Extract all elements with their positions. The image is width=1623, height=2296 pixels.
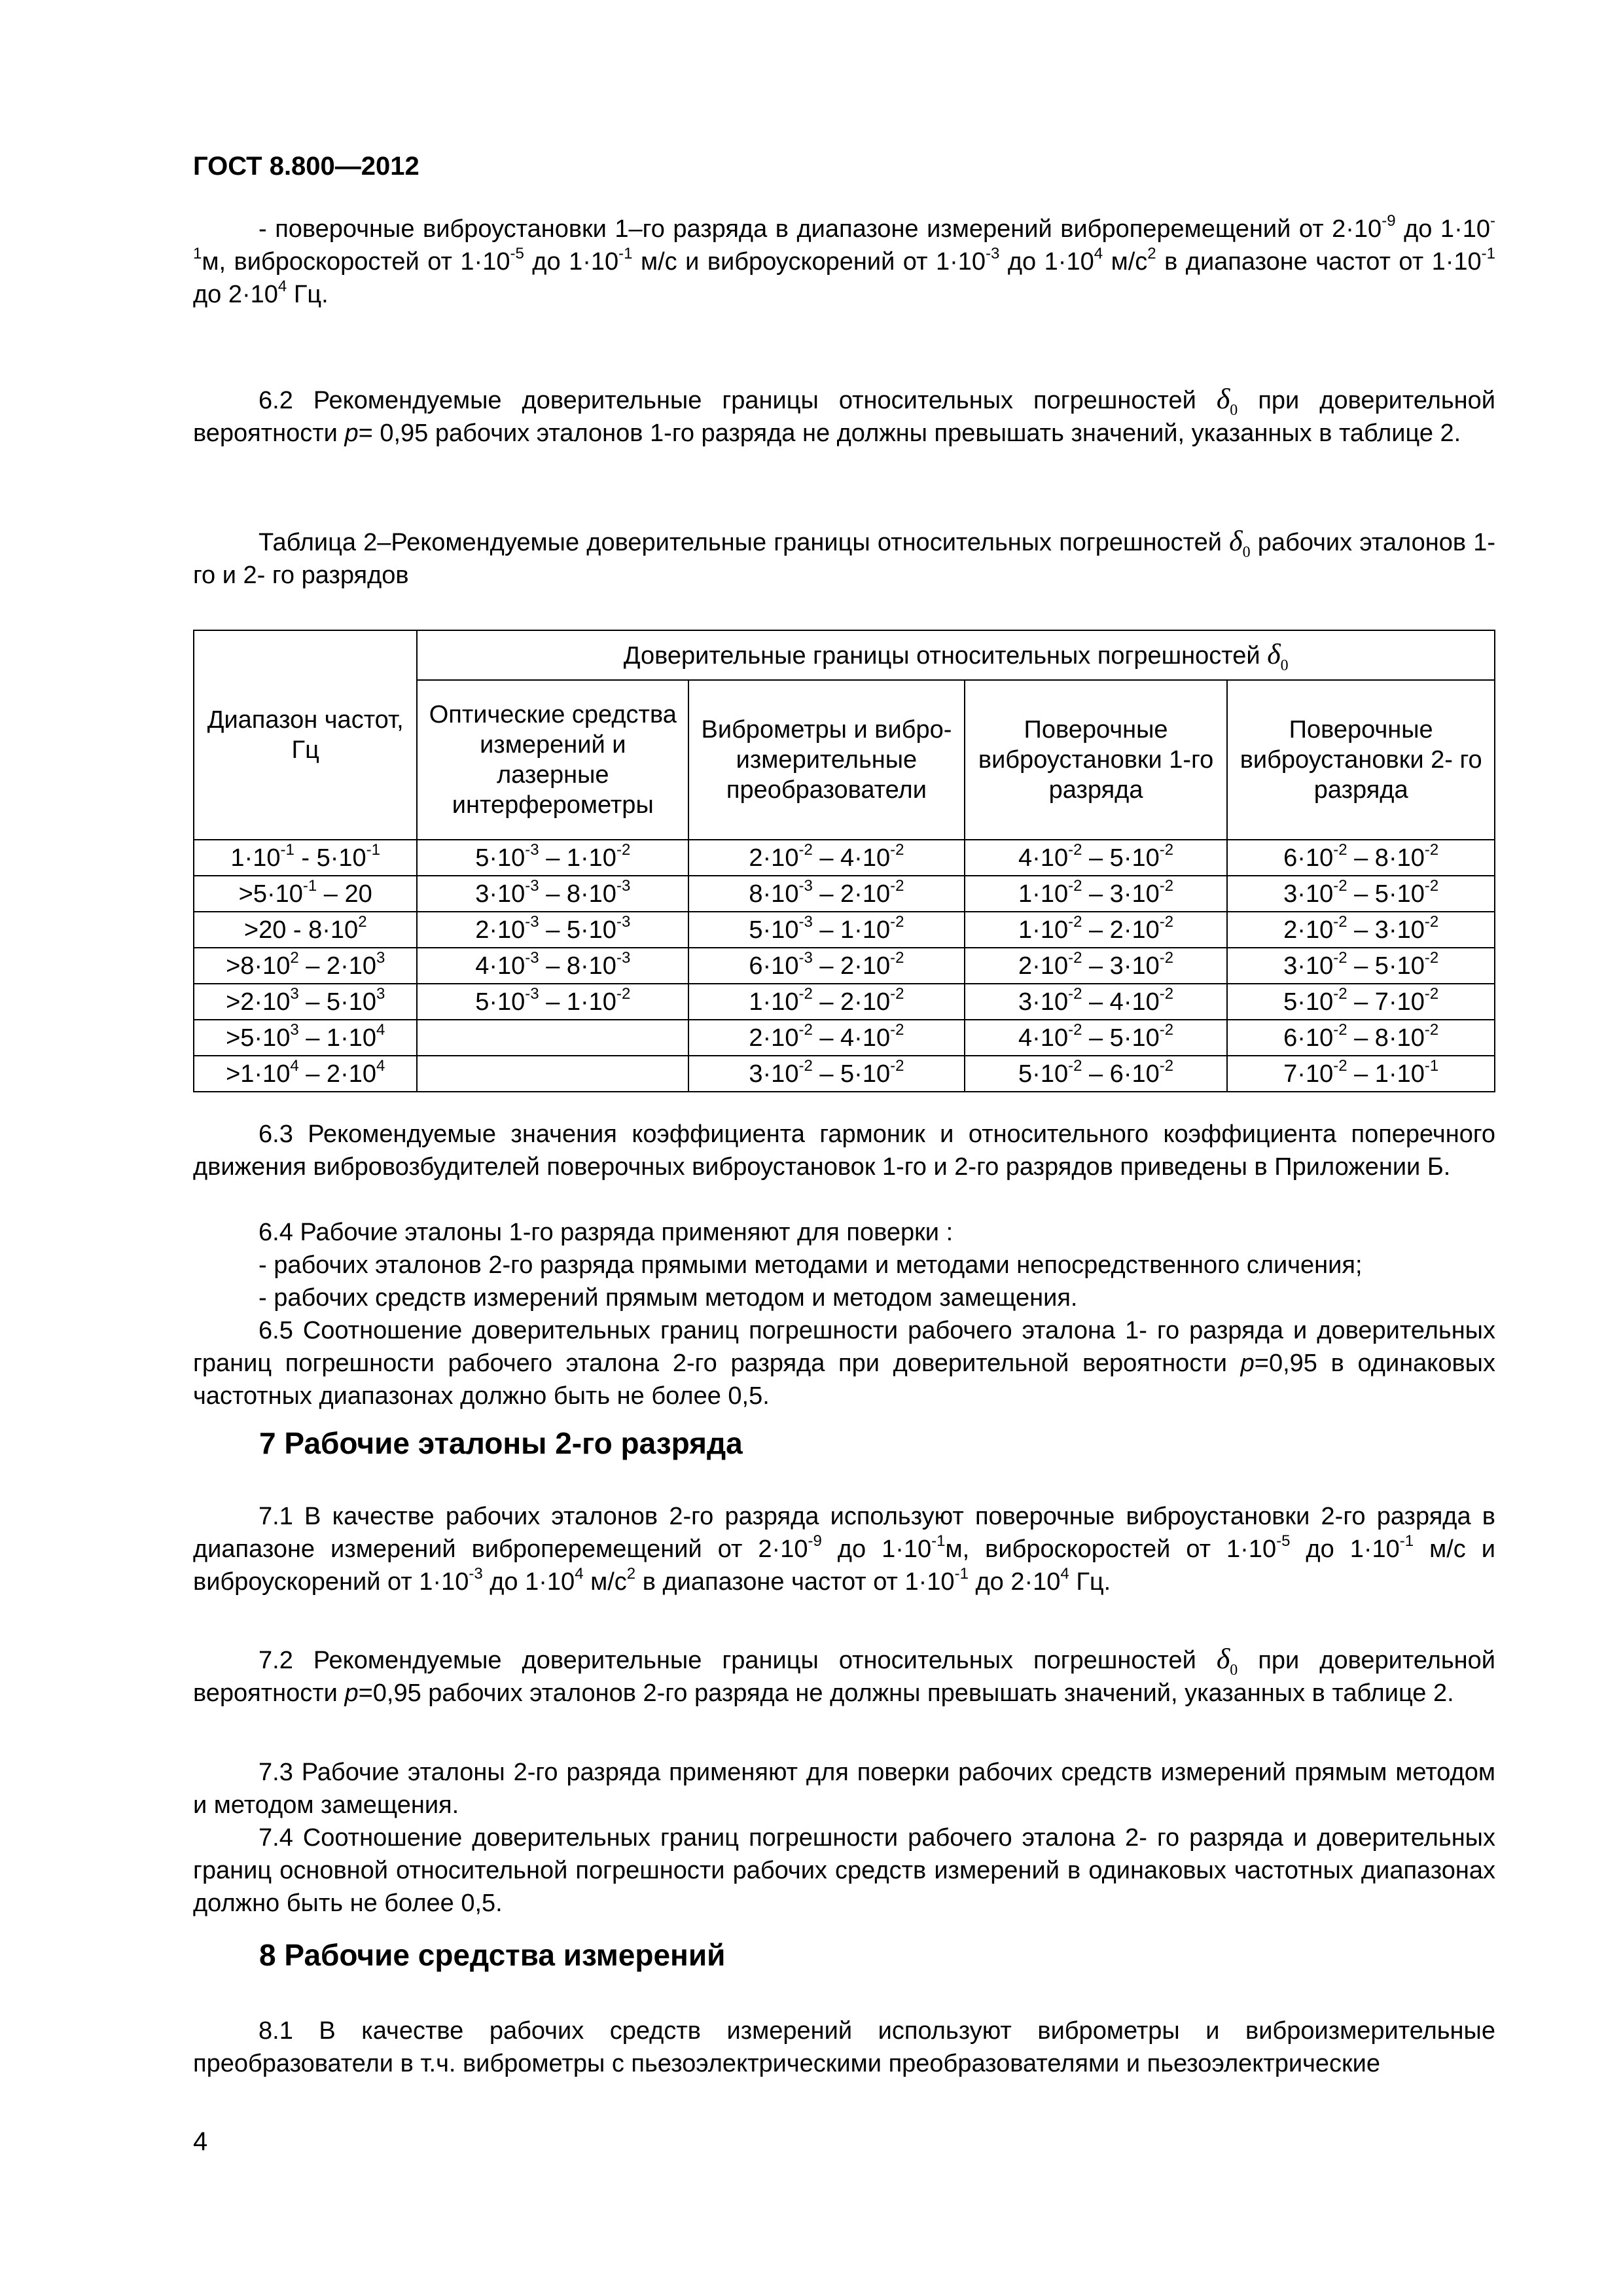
paragraph-6-3: 6.3 Рекомендуемые значения коэффициента гармоник и относительного коэффициента поперечного движения вибровозбудителей поверочных виброустановок 1-го и 2-го разрядов приведены в Приложении Б. (193, 1121, 1495, 1181)
superscript: 4 (277, 278, 287, 296)
superscript: -3 (525, 912, 539, 931)
table-cell-calibrators-1: $4\cdot 10^{-2} - 5\cdot 10^{-2}$ (965, 840, 1228, 876)
table-header-calibrators-1: Поверочные виброустановки 1-го разряда (965, 680, 1228, 840)
superscript: -2 (1333, 840, 1347, 859)
superscript: -3 (525, 876, 539, 895)
superscript: -2 (1333, 1020, 1347, 1039)
superscript: 4 (575, 1565, 584, 1583)
superscript: -1 (280, 840, 294, 859)
superscript: -1 (931, 1532, 946, 1551)
table-header-vibrometers: Виброметры и вибро-измерительные преобразователи (688, 680, 965, 840)
superscript: -2 (616, 840, 631, 859)
superscript: -3 (798, 876, 813, 895)
paragraph-7-4: 7.4 Соотношение доверительных границ погрешности рабочего эталона 2- го разряда и доверительных границ основной относительной погрешности рабочих средств измерений в одинаковых частотных диапазонах должно быть не более 0,5. (193, 1824, 1495, 1917)
table-caption: Таблица 2–Рекомендуемые доверительные границы относительных погрешностей $\delta_0$ рабочих эталонов 1-го и 2- го разрядов (193, 525, 1495, 589)
superscript: -2 (798, 1020, 813, 1039)
superscript: -1 (193, 212, 1495, 263)
superscript: -2 (798, 840, 813, 859)
superscript: -2 (1424, 876, 1439, 895)
table-cell-calibrators-2: $5\cdot 10^{-2} - 7\cdot 10^{-2}$ (1227, 984, 1495, 1020)
table-cell-vibrometers: $2\cdot 10^{-2} - 4\cdot 10^{-2}$ (688, 1020, 965, 1056)
table-cell-vibrometers: $5\cdot 10^{-3} - 1\cdot 10^{-2}$ (688, 912, 965, 948)
italic-symbol: p (344, 420, 359, 447)
superscript: -2 (1424, 948, 1439, 967)
superscript: -2 (1159, 876, 1174, 895)
table-cell-vibrometers: $2\cdot 10^{-2} - 4\cdot 10^{-2}$ (688, 840, 965, 876)
paragraph-7-3: 7.3 Рабочие эталоны 2-го разряда применяют для поверки рабочих средств измерений прямым методом и методом замещения. (193, 1759, 1495, 1819)
superscript: -2 (798, 984, 813, 1003)
section-8-title: 8 Рабочие средства измерений (259, 1938, 726, 1972)
superscript: -2 (890, 1056, 904, 1075)
delta-symbol: $\delta_0$ (1267, 638, 1289, 674)
table-cell-freq: $>20 - 8\cdot 10^2$ (194, 912, 417, 948)
table-cell-calibrators-2: $6\cdot 10^{-2} - 8\cdot 10^{-2}$ (1227, 840, 1495, 876)
superscript: 3 (376, 948, 385, 967)
table-cell-optical: $5\cdot 10^{-3} - 1\cdot 10^{-2}$ (417, 984, 688, 1020)
table-cell-optical: $4\cdot 10^{-3} - 8\cdot 10^{-3}$ (417, 948, 688, 984)
superscript: -1 (618, 245, 633, 263)
paragraph-6-2: 6.2 Рекомендуемые доверительные границы относительных погрешностей $\delta_0$ при доверительной вероятности p= 0,95 рабочих эталонов 1-го разряда не должны превышать значений, указанных в таблице 2. (193, 383, 1496, 447)
delta-symbol: $\delta_0$ (1216, 1643, 1238, 1679)
table-cell-calibrators-2: $7\cdot 10^{-2} - 1\cdot 10^{-1}$ (1227, 1056, 1495, 1092)
table-cell-vibrometers: $3\cdot 10^{-2} - 5\cdot 10^{-2}$ (688, 1056, 965, 1092)
superscript: -3 (616, 948, 631, 967)
italic-symbol: p (1240, 1350, 1255, 1377)
paragraph-7-1: 7.1 В качестве рабочих эталонов 2-го разряда используют поверочные виброустановки 2-го разряда в диапазоне измерений виброперемещений от $2\cdot 10^{-9}$ до $1\cdot 10^{-1}м$, виброскоростей от $1\cdot 10^{-5}$ до $1\cdot 10^{-1}$ м/с и виброускорений от $1\cdot 10^{-3}$ до $1\cdot 10^4$ $м/с^2$ в диапазоне частот от $1\cdot 10^{-1}$ до $2\cdot 10^4$ Гц. (193, 1503, 1495, 1596)
superscript: -2 (1159, 840, 1174, 859)
superscript: -2 (1068, 984, 1082, 1003)
superscript: 3 (376, 984, 385, 1003)
table-header-group (417, 630, 1495, 680)
superscript: 4 (376, 1020, 385, 1039)
superscript: 2 (290, 948, 299, 967)
table-row (194, 912, 1495, 948)
table-cell-freq: $>5\cdot 10^3 - 1\cdot 10^4$ (194, 1020, 417, 1056)
superscript: -2 (1333, 948, 1347, 967)
superscript: -2 (1159, 912, 1174, 931)
table-cell-optical: $2\cdot 10^{-3} - 5\cdot 10^{-3}$ (417, 912, 688, 948)
superscript: -2 (1424, 912, 1439, 931)
superscript: -2 (1333, 984, 1347, 1003)
table-cell-vibrometers: $6\cdot 10^{-3} - 2\cdot 10^{-2}$ (688, 948, 965, 984)
superscript: 4 (376, 1056, 385, 1075)
superscript: 2 (1147, 245, 1156, 263)
superscript: 4 (1094, 245, 1103, 263)
superscript: 3 (290, 1020, 299, 1039)
table-cell-optical: $5\cdot 10^{-3} - 1\cdot 10^{-2}$ (417, 840, 688, 876)
superscript: -1 (1424, 1056, 1439, 1075)
superscript: -3 (525, 948, 539, 967)
paragraph-6-5: 6.5 Соотношение доверительных границ погрешности рабочего эталона 1- го разряда и доверительных границ погрешности рабочего эталона 2-го разряда при доверительной вероятности p=0,95 в одинаковых частотных диапазонах должно быть не более 0,5. (193, 1317, 1495, 1410)
superscript: -2 (1159, 948, 1174, 967)
table-cell-vibrometers: $1\cdot 10^{-2} - 2\cdot 10^{-2}$ (688, 984, 965, 1020)
superscript: -1 (366, 840, 380, 859)
table-cell-freq: $>2\cdot 10^3 - 5\cdot 10^3$ (194, 984, 417, 1020)
section-7-title: 7 Рабочие эталоны 2-го разряда (259, 1426, 743, 1460)
superscript: -2 (1068, 912, 1082, 931)
superscript: -3 (616, 876, 631, 895)
superscript: -2 (1333, 876, 1347, 895)
table-header-group-label: Доверительные границы относительных погрешностей (623, 642, 1260, 670)
superscript: -2 (616, 984, 631, 1003)
table-cell-calibrators-1: $2\cdot 10^{-2} - 3\cdot 10^{-2}$ (965, 948, 1228, 984)
superscript: -2 (798, 1056, 813, 1075)
table-cell-calibrators-1: $4\cdot 10^{-2} - 5\cdot 10^{-2}$ (965, 1020, 1228, 1056)
paragraph-intro: - поверочные виброустановки 1–го разряда в диапазоне измерений виброперемещений от $2\cdot 10^{-9}$ до $1\cdot 10^{-1}м$, виброскоростей от $1\cdot 10^{-5}$ до $1\cdot 10^{-1}$ м/с и виброускорений от $1\cdot 10^{-3}$ до $1\cdot 10^4$ $м/с^2$ в диапазоне частот от $1\cdot 10^{-1}$ до $2\cdot 10^4$ Гц. (193, 212, 1495, 308)
superscript: -2 (1424, 1020, 1439, 1039)
table-cell-freq: $>8\cdot 10^2 - 2\cdot 10^3$ (194, 948, 417, 984)
superscript: -2 (890, 840, 904, 859)
paragraph-8-1: 8.1 В качестве рабочих средств измерений используют виброметры и виброизмерительные преобразователи в т.ч. виброметры с пьезоэлектрическими преобразователями и пьезоэлектрические (193, 2017, 1495, 2077)
paragraph-6-4: 6.4 Рабочие эталоны 1-го разряда применяют для поверки : (259, 1219, 954, 1246)
table-header-optical: Оптические средства измерений и лазерные интерферометры (417, 680, 688, 840)
table-cell-freq: $>5\cdot 10^{-1} - 20$ (194, 876, 417, 912)
superscript: -3 (798, 948, 813, 967)
superscript: -1 (954, 1565, 969, 1583)
superscript: -2 (890, 912, 904, 931)
superscript: -2 (890, 876, 904, 895)
table-cell-optical (417, 1056, 688, 1092)
delta-symbol: $\delta_0$ (1229, 525, 1251, 561)
table-row (194, 1020, 1495, 1056)
paragraph-6-4-b: - рабочих средств измерений прямым методом и методом замещения. (259, 1284, 1078, 1312)
superscript: -2 (890, 1020, 904, 1039)
superscript: -2 (1159, 1020, 1174, 1039)
table-row (194, 984, 1495, 1020)
table-cell-calibrators-2: $3\cdot 10^{-2} - 5\cdot 10^{-2}$ (1227, 948, 1495, 984)
superscript: -2 (1424, 840, 1439, 859)
table-header-frequency: Диапазон частот, Гц (194, 630, 417, 840)
table-cell-optical: $3\cdot 10^{-3} - 8\cdot 10^{-3}$ (417, 876, 688, 912)
table-row (194, 876, 1495, 912)
table-cell-calibrators-1: $5\cdot 10^{-2} - 6\cdot 10^{-2}$ (965, 1056, 1228, 1092)
superscript: -2 (1068, 948, 1082, 967)
superscript: -2 (1159, 1056, 1174, 1075)
table-row (194, 948, 1495, 984)
superscript: 3 (290, 984, 299, 1003)
superscript: -3 (469, 1565, 483, 1583)
superscript: -2 (1068, 876, 1082, 895)
superscript: -2 (1068, 1020, 1082, 1039)
superscript: -3 (798, 912, 813, 931)
table-cell-calibrators-1: $1\cdot 10^{-2} - 3\cdot 10^{-2}$ (965, 876, 1228, 912)
delta-symbol: $\delta_0$ (1216, 383, 1238, 419)
superscript: -2 (1424, 984, 1439, 1003)
superscript: -2 (890, 948, 904, 967)
table-header-calibrators-2: Поверочные виброустановки 2- го разряда (1227, 680, 1495, 840)
superscript: -3 (986, 245, 1000, 263)
table-body (194, 840, 1495, 1092)
superscript: -3 (525, 984, 539, 1003)
superscript: 4 (290, 1056, 299, 1075)
italic-symbol: p (344, 1679, 359, 1707)
table-cell-freq: $>1\cdot 10^4 - 2\cdot 10^4$ (194, 1056, 417, 1092)
superscript: 4 (1060, 1565, 1069, 1583)
superscript: -2 (1333, 912, 1347, 931)
table-cell-calibrators-1: $3\cdot 10^{-2} - 4\cdot 10^{-2}$ (965, 984, 1228, 1020)
superscript: -2 (1159, 984, 1174, 1003)
table-2 (193, 630, 1495, 1092)
table-cell-calibrators-1: $1\cdot 10^{-2} - 2\cdot 10^{-2}$ (965, 912, 1228, 948)
superscript: -9 (808, 1532, 822, 1551)
superscript: -1 (1481, 245, 1495, 263)
superscript: 2 (626, 1565, 636, 1583)
paragraph-6-4-a: - рабочих эталонов 2-го разряда прямыми методами и методами непосредственного сличения; (259, 1251, 1363, 1279)
table-cell-freq: $1\cdot 10^{-1} - 5\cdot 10^{-1}$ (194, 840, 417, 876)
table-cell-calibrators-2: $6\cdot 10^{-2} - 8\cdot 10^{-2}$ (1227, 1020, 1495, 1056)
superscript: -1 (302, 876, 317, 895)
table-cell-calibrators-2: $3\cdot 10^{-2} - 5\cdot 10^{-2}$ (1227, 876, 1495, 912)
superscript: -5 (510, 245, 524, 263)
superscript: -2 (1068, 840, 1082, 859)
table-cell-vibrometers: $8\cdot 10^{-3} - 2\cdot 10^{-2}$ (688, 876, 965, 912)
paragraph-7-2: 7.2 Рекомендуемые доверительные границы относительных погрешностей $\delta_0$ при доверительной вероятности p=0,95 рабочих эталонов 2-го разряда не должны превышать значений, указанных в таблице 2. (193, 1643, 1496, 1707)
superscript: -2 (1333, 1056, 1347, 1075)
superscript: -5 (1276, 1532, 1291, 1551)
page-number: 4 (193, 2127, 208, 2156)
superscript: -3 (616, 912, 631, 931)
document-header: ГОСТ 8.800—2012 (193, 152, 419, 181)
table-cell-calibrators-2: $2\cdot 10^{-2} - 3\cdot 10^{-2}$ (1227, 912, 1495, 948)
superscript: -9 (1382, 212, 1396, 230)
table-cell-optical (417, 1020, 688, 1056)
table-row (194, 1056, 1495, 1092)
superscript: -2 (890, 984, 904, 1003)
superscript: -2 (1068, 1056, 1082, 1075)
superscript: -3 (525, 840, 539, 859)
superscript: 2 (358, 912, 367, 931)
table-row (194, 840, 1495, 876)
superscript: -1 (1399, 1532, 1414, 1551)
